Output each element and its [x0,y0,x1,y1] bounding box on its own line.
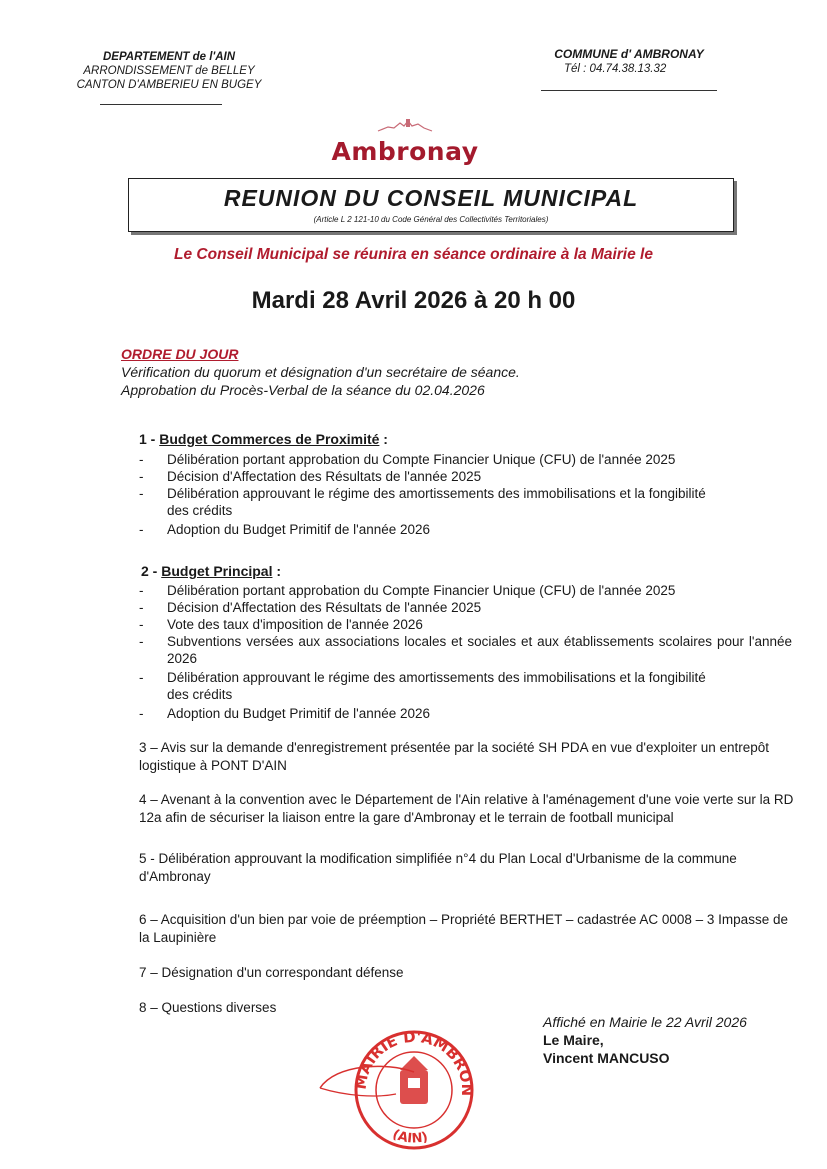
section-heading-commerces [139,431,388,447]
arrondissement-line: ARRONDISSEMENT de BELLEY [83,65,255,77]
canton-line: CANTON D'AMBERIEU EN BUGEY [76,79,262,91]
mairie-stamp [316,1012,506,1157]
section-heading-principal [141,563,281,579]
list-item: - Délibération approuvant le régime des amortissements des immobilisations et la fongibilité des crédits [139,670,706,702]
list-item: - Décision d'Affectation des Résultats de l'année 2025 [139,469,482,484]
signature-block [543,1013,747,1067]
list-item: - Décision d'Affectation des Résultats de l'année 2025 [139,600,482,615]
commune-phone: Tél : 04.74.38.13.32 [564,63,667,75]
agenda-item-8: 8 – Questions diverses [139,1000,277,1015]
department-line: DEPARTEMENT de l'AIN [102,51,235,63]
mayor-role: Le Maire, [543,1032,604,1048]
header-left-rule [100,104,222,105]
section-number: 1 - [139,431,160,447]
agenda-title: ORDRE DU JOUR [121,346,239,362]
section-title: Budget Principal [161,563,273,579]
stamp-text-bottom: (AIN) [390,1126,430,1147]
list-item: - Adoption du Budget Primitif de l'année 2026 [139,522,431,537]
logo-text: Ambronay [331,137,479,166]
agenda-item-6: 6 – Acquisition d'un bien par voie de préemption – Propriété BERTHET – cadastrée AC 0008 – 3 Impasse de la Laupinière [139,912,788,945]
department-header [60,50,278,92]
logo-skyline-icon [320,118,490,132]
page-title: REUNION DU CONSEIL MUNICIPAL [223,185,639,211]
agenda-item-4: 4 – Avenant à la convention avec le Département de l'Ain relative à l'aménagement d'une voie verte sur la RD 12a afin de sécuriser la liaison entre la gare d'Ambronay et le terrain de football municipal [139,792,794,825]
commune-name: COMMUNE d' AMBRONAY [554,47,704,61]
stamp-seal-icon [316,1012,506,1152]
commune-header [540,47,720,77]
agenda-item-3: 3 – Avis sur la demande d'enregistrement présentée par la société SH PDA en vue d'exploiter un entrepôt logistique à PONT D'AIN [139,740,770,773]
preliminary-item: Vérification du quorum et désignation d'un secrétaire de séance. [121,364,520,380]
section-suffix: : [379,431,388,447]
meeting-date: Mardi 28 Avril 2026 à 20 h 00 [251,287,576,314]
title-box [128,178,734,232]
agenda-item-7: 7 – Désignation d'un correspondant défense [139,965,404,980]
header-right-rule [541,90,717,91]
section-number: 2 - [141,563,162,579]
list-item: - Subventions versées aux associations locales et sociales et aux établissements scolaires pour l'année 2026 [139,634,792,666]
section-suffix: : [272,563,282,579]
agenda-item-5: 5 - Délibération approuvant la modification simplifiée n°4 du Plan Local d'Urbanisme de la commune d'Ambronay [139,851,737,884]
list-item: - Délibération portant approbation du Compte Financier Unique (CFU) de l'année 2025 [139,452,676,467]
ambronay-logo [320,118,490,166]
meeting-intro: Le Conseil Municipal se réunira en séance ordinaire à la Mairie le [174,246,653,263]
legal-article-ref: (Article L 2 121-10 du Code Général des Collectivités Territoriales) [313,215,549,224]
posted-notice: Affiché en Mairie le 22 Avril 2026 [543,1014,747,1030]
list-item: - Vote des taux d'imposition de l'année 2026 [139,617,423,632]
stamp-text-top: MAIRIE D'AMBRON [351,1027,477,1097]
list-item: - Délibération portant approbation du Compte Financier Unique (CFU) de l'année 2025 [139,583,676,598]
list-item: - Adoption du Budget Primitif de l'année 2026 [139,706,431,721]
preliminary-item: Approbation du Procès-Verbal de la séance du 02.04.2026 [121,382,485,398]
mayor-name: Vincent MANCUSO [543,1050,670,1066]
section-title: Budget Commerces de Proximité [159,431,380,447]
list-item: - Délibération approuvant le régime des amortissements des immobilisations et la fongibilité des crédits [139,486,706,518]
